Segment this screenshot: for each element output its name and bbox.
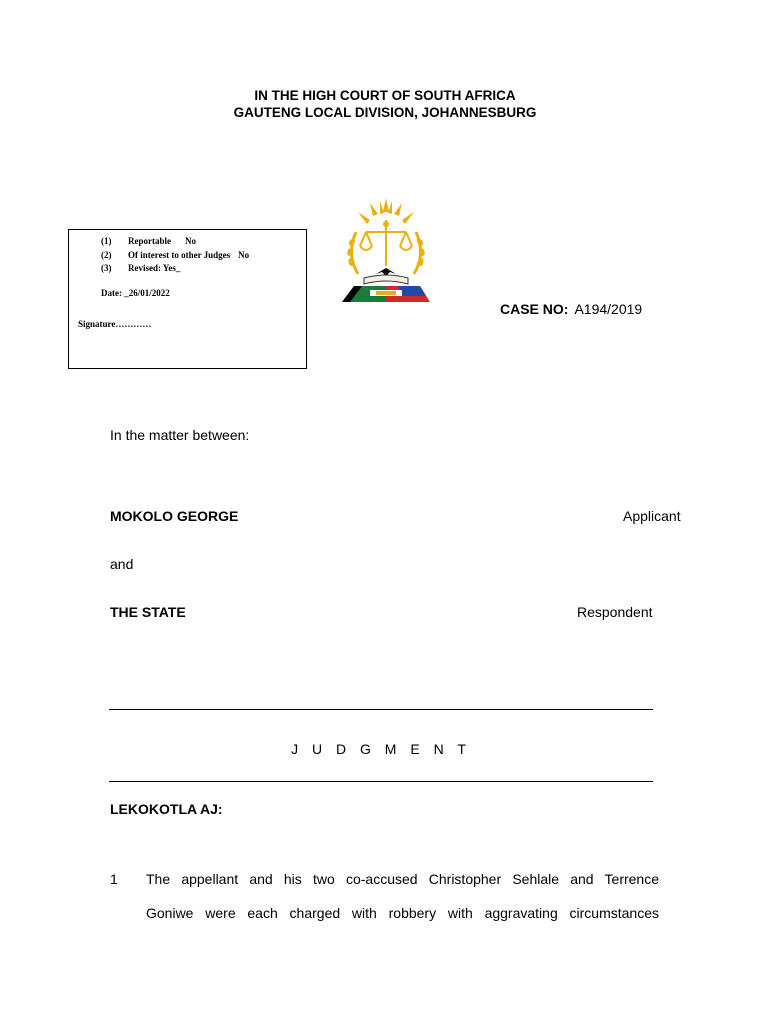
paragraph-text [146, 862, 659, 930]
judgment-heading: J U D G M E N T [291, 741, 471, 757]
matter-intro: In the matter between: [110, 427, 250, 443]
applicant-name: MOKOLO GEORGE [110, 508, 239, 524]
info-item-interest: (2) Of interest to other Judges No [101, 250, 250, 260]
court-title-line-1: IN THE HIGH COURT OF SOUTH AFRICA [254, 88, 516, 103]
divider-bottom [109, 781, 653, 782]
info-item-revised: (3) Revised: Yes_ [101, 263, 181, 273]
case-number-value: A194/2019 [574, 301, 643, 317]
respondent-name: THE STATE [110, 604, 186, 620]
judge-name: LEKOKOTLA AJ: [110, 801, 223, 817]
court-title-line-2: GAUTENG LOCAL DIVISION, JOHANNESBURG [233, 105, 537, 120]
info-signature: Signature………… [78, 319, 152, 329]
reportable-info-box [68, 229, 307, 369]
and-text: and [110, 556, 134, 572]
coat-of-arms-icon [340, 198, 432, 302]
divider-top [109, 709, 653, 710]
respondent-role: Respondent [577, 604, 653, 620]
paragraph-line-2: Goniwe were each charged with robbery with aggravating circumstances [146, 905, 659, 921]
info-item-reportable: (1) Reportable No [101, 236, 196, 246]
applicant-role: Applicant [623, 508, 681, 524]
case-number-label: CASE NO: [500, 301, 569, 317]
paragraph-line-1: The appellant and his two co-accused Christopher Sehlale and Terrence [146, 871, 659, 887]
case-number [500, 301, 642, 317]
paragraph-number: 1 [110, 871, 118, 887]
info-date: Date: _26/01/2022 [101, 288, 170, 298]
